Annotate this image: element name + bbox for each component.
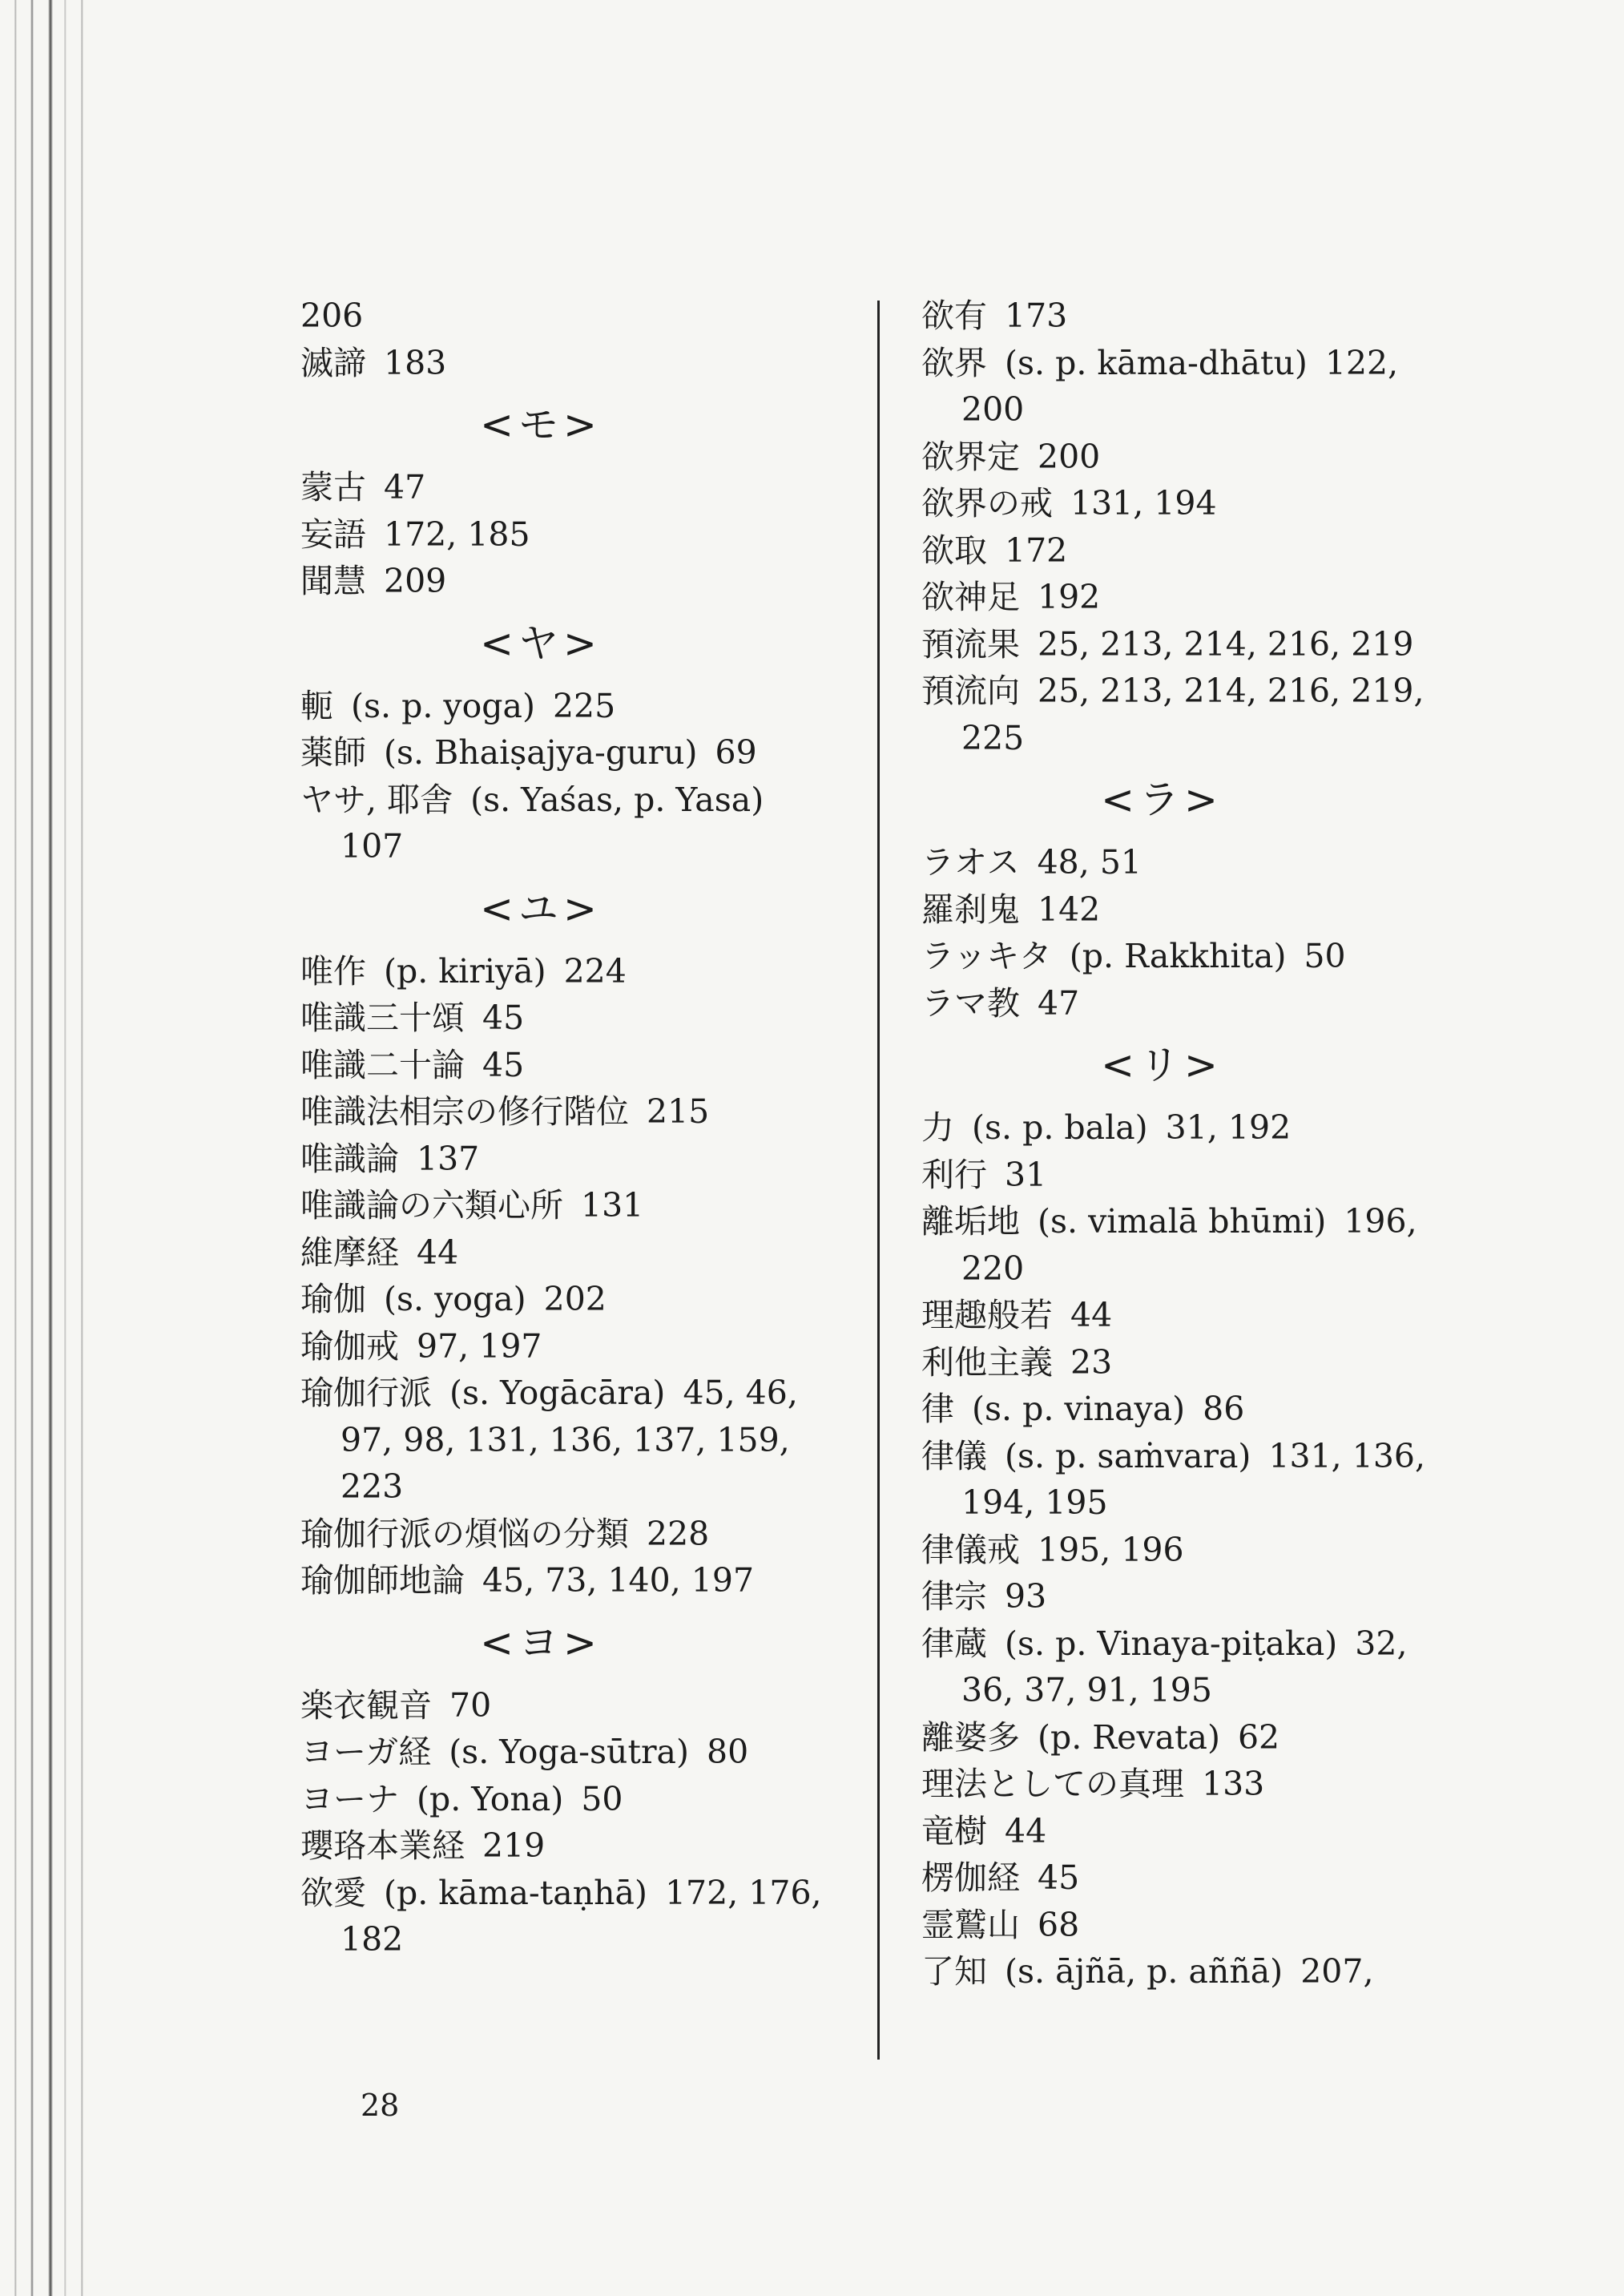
entry-pages: 225 <box>552 686 616 725</box>
entry-line <box>300 340 861 387</box>
index-entry <box>921 1573 1482 1620</box>
entry-line <box>921 933 1482 980</box>
entry-term: ヤサ, 耶舎 <box>300 780 453 819</box>
entry-pages: 196, <box>1344 1202 1417 1241</box>
entry-term: 欲神足 <box>921 578 1020 616</box>
index-entry <box>300 1511 861 1558</box>
index-entry <box>921 1104 1482 1152</box>
index-entry <box>300 1729 861 1776</box>
entry-line <box>300 1182 861 1229</box>
entry-note: (s. p. Vinaya-piṭaka) <box>1005 1624 1338 1663</box>
entry-pages: 45, 73, 140, 197 <box>482 1561 755 1600</box>
entry-pages: 45 <box>482 1045 525 1084</box>
entry-pages: 207, <box>1300 1952 1374 1991</box>
scan-binding-edge <box>0 0 84 2296</box>
entry-line <box>300 948 861 995</box>
entry-pages: 23 <box>1070 1342 1113 1382</box>
entry-pages: 192 <box>1038 578 1101 616</box>
index-entry <box>921 621 1482 668</box>
entry-line <box>300 1729 861 1776</box>
index-entry <box>921 1339 1482 1386</box>
entry-line <box>921 1152 1482 1199</box>
entry-term: 竜樹 <box>921 1811 987 1850</box>
entry-pages: 172, 176, <box>664 1873 822 1912</box>
entry-pages: 44 <box>417 1233 459 1272</box>
entry-term: 瑜伽行派の煩悩の分類 <box>300 1514 629 1553</box>
index-entry <box>300 511 861 559</box>
entry-pages: 219 <box>482 1826 546 1865</box>
entry-pages: 200 <box>1038 437 1101 476</box>
entry-line <box>921 621 1482 668</box>
entry-term: 理法としての真理 <box>921 1765 1184 1803</box>
index-entry <box>921 1714 1482 1761</box>
entry-term: 力 <box>921 1108 954 1147</box>
entry-continuation: 223 <box>341 1467 404 1506</box>
entry-pages: 68 <box>1038 1905 1080 1944</box>
entry-term: 霊鷲山 <box>921 1905 1020 1944</box>
entry-term: 妄語 <box>300 514 366 554</box>
entry-pages: 50 <box>1304 937 1346 975</box>
entry-line <box>921 1761 1482 1808</box>
entry-continuation: 194, 195 <box>961 1483 1108 1522</box>
entry-line <box>300 1136 861 1183</box>
entry-line <box>300 1776 861 1823</box>
entry-term: 離垢地 <box>921 1202 1020 1241</box>
entry-pages: 45, 46, <box>683 1374 798 1412</box>
entry-term: 了知 <box>921 1952 987 1991</box>
index-entry <box>921 980 1482 1027</box>
index-entry <box>921 1761 1482 1808</box>
entry-continuation: 200 <box>961 390 1025 429</box>
entry-term: 唯識三十頌 <box>300 999 465 1037</box>
index-entry <box>300 1822 861 1870</box>
entry-note: (s. yoga) <box>384 1280 526 1318</box>
entry-pages: 137 <box>417 1139 480 1178</box>
index-entry <box>300 683 861 730</box>
entry-pages: 80 <box>706 1733 749 1771</box>
entry-note: (s. p. vinaya) <box>972 1390 1186 1428</box>
entry-pages: 209 <box>384 562 447 600</box>
entry-pages: 131, 136, <box>1268 1436 1426 1475</box>
entry-pages: 142 <box>1038 890 1101 929</box>
entry-term: 楞伽経 <box>921 1858 1020 1897</box>
entry-continuation: 220 <box>961 1249 1025 1288</box>
entry-continuation: 182 <box>341 1920 404 1959</box>
entry-pages: 224 <box>563 951 627 991</box>
entry-term: 唯識二十論 <box>300 1045 465 1084</box>
entry-note: (p. Yona) <box>417 1779 564 1818</box>
entry-pages: 97, 197 <box>417 1326 542 1366</box>
entry-line <box>921 527 1482 575</box>
entry-pages: 195, 196 <box>1038 1530 1184 1569</box>
section-header: <ヨ> <box>480 1619 602 1666</box>
index-entry <box>921 1902 1482 1949</box>
entry-pages: 50 <box>581 1779 623 1818</box>
entry-term: ラッキタ <box>921 937 1052 975</box>
index-entry <box>300 777 861 870</box>
entry-line <box>921 1292 1482 1339</box>
entry-line <box>921 1573 1482 1620</box>
entry-pages: 131, 194 <box>1070 484 1217 523</box>
entry-pages: 62 <box>1237 1717 1280 1757</box>
entry-line <box>921 1854 1482 1902</box>
entry-term: ラオス <box>921 843 1020 882</box>
entry-pages: 47 <box>1038 983 1080 1023</box>
entry-pages: 25, 213, 214, 216, 219, <box>1038 672 1425 710</box>
entry-term: 唯識論の六類心所 <box>300 1186 563 1225</box>
entry-line <box>921 340 1482 387</box>
entry-line <box>300 1042 861 1089</box>
entry-term: 律儀戒 <box>921 1530 1020 1569</box>
entry-pages: 45 <box>1038 1858 1080 1897</box>
entry-term: 欲界の戒 <box>921 484 1053 523</box>
entry-term: 欲界 <box>921 343 987 382</box>
entry-note: (s. p. saṁvara) <box>1005 1436 1251 1475</box>
entry-pages: 228 <box>647 1514 710 1553</box>
index-entry <box>921 1152 1482 1199</box>
entry-pages: 69 <box>715 733 757 772</box>
entry-pages: 44 <box>1070 1296 1113 1334</box>
entry-line <box>921 1433 1482 1480</box>
entry-term: 欲取 <box>921 531 987 570</box>
index-entry <box>921 1854 1482 1902</box>
entry-line <box>921 434 1482 481</box>
index-entry <box>921 1620 1482 1714</box>
entry-term: ラマ教 <box>921 983 1020 1023</box>
page-number: 28 <box>361 2088 400 2123</box>
section-header: <ユ> <box>480 885 602 932</box>
entry-note: (p. Revata) <box>1038 1717 1220 1757</box>
entry-note: (s. Yogācāra) <box>449 1374 666 1412</box>
entry-line <box>300 1088 861 1136</box>
entry-line <box>300 995 861 1042</box>
entry-pages: 31 <box>1005 1155 1047 1194</box>
entry-line <box>300 1370 861 1417</box>
index-entry <box>300 1557 861 1604</box>
entry-term: 預流向 <box>921 672 1020 710</box>
index-entry <box>921 527 1482 575</box>
entry-line <box>921 1620 1482 1668</box>
entry-term: 瑜伽戒 <box>300 1326 399 1366</box>
section-header: <ヤ> <box>480 619 602 667</box>
entry-line <box>921 480 1482 527</box>
index-entry <box>921 933 1482 980</box>
index-entry <box>300 1870 861 1963</box>
entry-pages: 172, 185 <box>384 514 530 554</box>
entry-note: (s. Yoga-sūtra) <box>449 1733 689 1771</box>
entry-term: 唯識論 <box>300 1139 399 1178</box>
index-entry <box>300 1370 861 1511</box>
entry-line <box>921 1386 1482 1433</box>
entry-continuation: 97, 98, 131, 136, 137, 159, <box>341 1420 790 1459</box>
entry-term: 律儀 <box>921 1436 987 1475</box>
entry-line <box>921 980 1482 1027</box>
index-entry <box>921 574 1482 621</box>
index-entry <box>300 1042 861 1089</box>
entry-term: 唯作 <box>300 951 366 991</box>
entry-term: 蒙古 <box>300 468 366 506</box>
index-entry <box>300 995 861 1042</box>
index-entry <box>921 480 1482 527</box>
entry-term: 律蔵 <box>921 1624 987 1663</box>
entry-pages: 44 <box>1005 1811 1047 1850</box>
index-entry <box>300 1276 861 1323</box>
entry-pages: 173 <box>1005 297 1068 335</box>
index-entry <box>300 1776 861 1823</box>
entry-pages: 47 <box>384 468 426 506</box>
entry-term: ヨーナ <box>300 1779 399 1818</box>
entry-pages: 45 <box>482 999 525 1037</box>
index-entry <box>921 293 1482 340</box>
index-entry <box>300 293 861 340</box>
section-header: <ラ> <box>1101 777 1223 823</box>
entry-line <box>300 1229 861 1277</box>
index-entry <box>921 1808 1482 1855</box>
entry-line <box>300 729 861 777</box>
entry-line <box>300 511 861 559</box>
entry-note: (s. vimalā bhūmi) <box>1038 1202 1327 1241</box>
index-entry <box>921 839 1482 886</box>
index-column-right <box>921 293 1482 1995</box>
entry-line <box>300 1682 861 1729</box>
index-entry <box>300 558 861 605</box>
entry-line <box>921 1104 1482 1152</box>
entry-pages: 48, 51 <box>1037 843 1142 882</box>
entry-line <box>921 293 1482 340</box>
entry-continuation: 36, 37, 91, 195 <box>961 1671 1212 1709</box>
index-entry <box>921 1198 1482 1292</box>
entry-term: 滅諦 <box>300 343 366 382</box>
entry-term: 利他主義 <box>921 1342 1053 1382</box>
index-entry <box>300 948 861 995</box>
entry-term: 瑜伽師地論 <box>300 1561 465 1600</box>
entry-term: ヨーガ経 <box>300 1733 432 1771</box>
entry-note: (s. Yaśas, p. Yasa) <box>470 780 764 819</box>
entry-line <box>921 1902 1482 1949</box>
entry-note: (s. Bhaiṣajya-guru) <box>384 733 698 772</box>
entry-term: 聞慧 <box>300 562 366 600</box>
entry-term: 欲有 <box>921 297 987 335</box>
entry-pages: 86 <box>1203 1390 1245 1428</box>
index-entry <box>921 668 1482 761</box>
index-entry <box>921 886 1482 934</box>
index-entry <box>300 729 861 777</box>
entry-term: 理趣般若 <box>921 1296 1053 1334</box>
entry-line <box>300 683 861 730</box>
entry-continuation: 107 <box>341 827 404 866</box>
entry-note: (s. p. bala) <box>972 1108 1148 1147</box>
entry-line <box>921 668 1482 715</box>
entry-term: 欲愛 <box>300 1873 366 1912</box>
index-entry <box>300 1182 861 1229</box>
entry-line <box>300 1822 861 1870</box>
index-entry <box>921 434 1482 481</box>
entry-line <box>921 1339 1482 1386</box>
entry-term: 瓔珞本業経 <box>300 1826 465 1865</box>
entry-line <box>300 1323 861 1370</box>
entry-term: 預流果 <box>921 624 1020 664</box>
column-divider <box>877 301 880 2060</box>
index-entry <box>921 340 1482 434</box>
entry-line <box>300 1557 861 1604</box>
entry-pages: 183 <box>384 343 447 382</box>
entry-term: 利行 <box>921 1155 987 1194</box>
entry-pages: 206 <box>300 297 364 335</box>
index-entry <box>921 1386 1482 1433</box>
entry-term: 瑜伽 <box>300 1280 366 1318</box>
entry-pages: 133 <box>1202 1765 1265 1803</box>
index-entry <box>300 1682 861 1729</box>
entry-pages: 172 <box>1005 531 1068 570</box>
entry-line <box>921 1527 1482 1574</box>
entry-term: 羅刹鬼 <box>921 890 1020 929</box>
entry-term: 瑜伽行派 <box>300 1374 432 1412</box>
entry-note: (p. kiriyā) <box>384 951 546 991</box>
index-entry <box>300 1136 861 1183</box>
entry-line <box>300 777 861 824</box>
entry-term: 唯識法相宗の修行階位 <box>300 1092 629 1131</box>
section-header: <モ> <box>480 401 602 448</box>
entry-pages: 32, <box>1355 1624 1408 1663</box>
entry-pages: 93 <box>1005 1577 1047 1616</box>
entry-pages: 122, <box>1324 343 1399 382</box>
entry-line <box>300 1870 861 1917</box>
index-entry <box>921 1292 1482 1339</box>
index-entry <box>300 464 861 511</box>
entry-pages: 131 <box>581 1186 644 1225</box>
entry-note: (p. Rakkhita) <box>1069 937 1287 975</box>
entry-term: 離婆多 <box>921 1717 1020 1757</box>
index-entry <box>300 1088 861 1136</box>
entry-term: 律宗 <box>921 1577 987 1616</box>
entry-pages: 31, 192 <box>1165 1108 1292 1147</box>
entry-pages: 202 <box>543 1280 606 1318</box>
entry-pages: 25, 213, 214, 216, 219 <box>1038 624 1414 664</box>
index-entry <box>300 1323 861 1370</box>
entry-term: 欲界定 <box>921 437 1020 476</box>
entry-term: 楽衣観音 <box>300 1685 432 1725</box>
entry-pages: 70 <box>449 1685 492 1725</box>
entry-line <box>921 839 1482 886</box>
entry-line <box>300 1276 861 1323</box>
entry-line <box>921 574 1482 621</box>
index-column-left <box>300 293 861 1963</box>
entry-line <box>921 886 1482 934</box>
entry-term: 薬師 <box>300 733 366 772</box>
entry-term: 維摩経 <box>300 1233 399 1272</box>
entry-term: 律 <box>921 1390 954 1428</box>
entry-note: (s. p. kāma-dhātu) <box>1005 343 1308 382</box>
entry-note: (p. kāma-taṇhā) <box>384 1873 647 1912</box>
section-header: <リ> <box>1101 1042 1223 1088</box>
entry-line <box>921 1714 1482 1761</box>
entry-line <box>300 558 861 605</box>
entry-line <box>921 1808 1482 1855</box>
entry-line <box>921 1948 1482 1995</box>
index-entry <box>921 1433 1482 1527</box>
index-entry <box>921 1527 1482 1574</box>
index-entry <box>921 1948 1482 1995</box>
entry-line <box>921 1198 1482 1245</box>
index-entry <box>300 1229 861 1277</box>
entry-term: 軛 <box>300 686 333 725</box>
index-entry <box>300 340 861 387</box>
entry-note: (s. ājñā, p. aññā) <box>1005 1952 1283 1991</box>
entry-line <box>300 1511 861 1558</box>
entry-line <box>300 293 861 340</box>
entry-continuation: 225 <box>961 718 1025 757</box>
entry-pages: 215 <box>647 1092 710 1131</box>
entry-line <box>300 464 861 511</box>
entry-note: (s. p. yoga) <box>351 686 535 725</box>
